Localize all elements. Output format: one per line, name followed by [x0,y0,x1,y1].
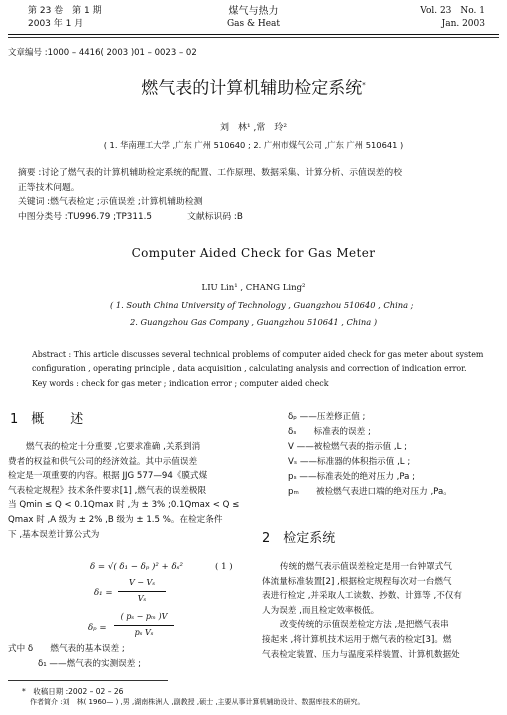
definition-item: pₘ 被检燃气表进口端的绝对压力 ,Pa。 [288,487,452,497]
title-en: Computer Aided Check for Gas Meter [131,246,376,260]
header-volume-cn: 第 23 卷 第 1 期 [28,6,102,16]
definition-item: Vₛ ——标准器的体积指示值 ,L ; [288,457,411,467]
footnote-author: 作者简介 :刘 林( 1960— ) ,男 ,湖南株洲人 ,副教授 ,硕士 ,主要从事计算机辅助设计、数据库技术的研究。 [30,698,365,706]
abstract-cn [18,166,493,224]
header-journal-en: Gas & Heat [226,19,281,29]
header-journal-cn: 煤气与热力 [228,6,279,17]
equation-3-numerator: ( pₛ − pₘ )V [120,612,168,621]
section-2-line: 接起来 ,将计算机技术运用于燃气表的检定[3]。燃 [262,634,452,645]
equation-3-fraction-bar [114,625,174,626]
title-cn-text: 燃气表的计算机辅助检定系统 [141,78,363,99]
authors-cn: 刘 林¹ ,常 玲² [220,123,287,133]
section-1-line: 检定是一项重要的内容。根据 JJG 577—94《膜式煤 [8,471,208,482]
footnote-rule [8,680,168,681]
section-1-line: 下 ,基本误差计算公式为 [8,529,100,540]
keywords-en: Key words : check for gas meter ; indication error ; computer aided check [32,378,329,388]
section-2-title: 2 检定系统 [262,531,336,546]
section-1-line: 当 Qmin ≤ Q < 0.1Qmax 时 ,为 ± 3% ;0.1Qmax < Q ≤ [8,500,240,511]
definition-item: V ——被检燃气表的指示值 ,L ; [288,442,408,452]
definition-item: δₚ ——压差修正值 ; [288,412,366,422]
header-volume-en: Vol. 23 No. 1 [420,6,485,16]
section-1-line: 燃气表的检定十分重要 ,它要求准确 ,关系到消 [26,442,201,452]
section-1-line: 费者的权益和供气公司的经济效益。其中示值误差 [8,456,198,467]
section-2-body [262,560,502,662]
classification-cn: 中图分类号 :TU996.79 ;TP311.5 文献标识码 :B [18,211,243,222]
abstract-en-line: configuration , operating principle , data acquisition , calculating analysis and correction of indication error. [32,364,467,374]
header-date-cn: 2003 年 1 月 [28,19,84,29]
section-2-line: 表进行检定 ,并采取人工读数、抄数、计算等 ,不仅有 [262,591,462,602]
equation-1: δ = √( δ₁ − δₚ )² + δₛ² [90,562,183,572]
abstract-en [32,348,497,391]
affiliation-en-1: ( 1. South China University of Technology , Guangzhou 510640 , China ; [110,300,414,310]
definitions-left [8,642,141,672]
section-1-title: 1 概 述 [10,412,84,427]
section-2-line: 气表检定装置、压力与温度采样装置、计算机数据处 [262,649,460,660]
equation-2-fraction-bar [118,591,166,592]
footnote-received: * 收稿日期 :2002 – 02 – 26 [22,687,124,696]
section-1-line: Qmax 时 ,A 级为 ± 2% ,B 级为 ± 1.5 %。在检定条件 [8,514,223,525]
title-mark: * [362,81,366,89]
header-date-en: Jan. 2003 [441,19,485,29]
abstract-en-line: Abstract : This article discusses several technical problems of computer aided check for gas meter about system [32,350,484,359]
definition-item: pₛ ——标准表处的绝对压力 ,Pa ; [288,472,416,482]
title-cn [0,74,507,100]
header-rule [8,34,499,35]
equation-2-denominator: Vₛ [137,594,147,603]
affiliation-cn: ( 1. 华南理工大学 ,广东 广州 510640 ; 2. 广州市煤气公司 ,广东 广州 510641 ) [103,140,404,150]
affiliation-en-2: 2. Guangzhou Gas Company , Guangzhou 510641 , China ) [130,317,378,327]
equation-2-lhs: δ₁ = [94,588,113,598]
abstract-cn-line: 摘要 :讨论了燃气表的计算机辅助检定系统的配置、工作原理、数据采集、计算分析、示值误差的校 [18,168,403,178]
definition-item: 式中 δ 燃气表的基本误差 ; [8,644,125,654]
section-1-body [8,440,248,542]
keywords-cn: 关键词 :燃气表检定 ;示值误差 ;计算机辅助检测 [18,197,203,208]
section-2-line: 改变传统的示值误差检定方法 ,是把燃气表串 [280,620,449,631]
section-2-line: 传统的燃气表示值误差检定是用一台钟罩式气 [280,562,452,572]
definitions-right [288,410,452,500]
section-2-line: 体流量标准装置[2] ,根据检定规程每次对一台燃气 [262,576,452,587]
authors-en: LIU Lin¹ , CHANG Ling² [201,283,306,293]
section-2-line: 人为误差 ,而且检定效率极低。 [262,605,380,616]
equation-1-number: ( 1 ) [215,562,233,572]
definition-item: δₛ 标准表的误差 ; [288,427,371,437]
equation-3-lhs: δₚ = [88,623,107,633]
abstract-cn-line: 正等技术问题。 [18,182,80,193]
header-rule-thin [8,37,499,38]
equation-2-numerator: V − Vₛ [128,578,156,587]
definition-item: δ₁ ——燃气表的实测误差 ; [38,659,141,669]
equation-3-denominator: pₛ Vₛ [134,628,154,637]
article-number: 文章编号 :1000 – 4416( 2003 )01 – 0023 – 02 [8,48,197,58]
section-1-line: 气表检定规程》技术条件要求[1] ,燃气表的误差极限 [8,485,207,496]
